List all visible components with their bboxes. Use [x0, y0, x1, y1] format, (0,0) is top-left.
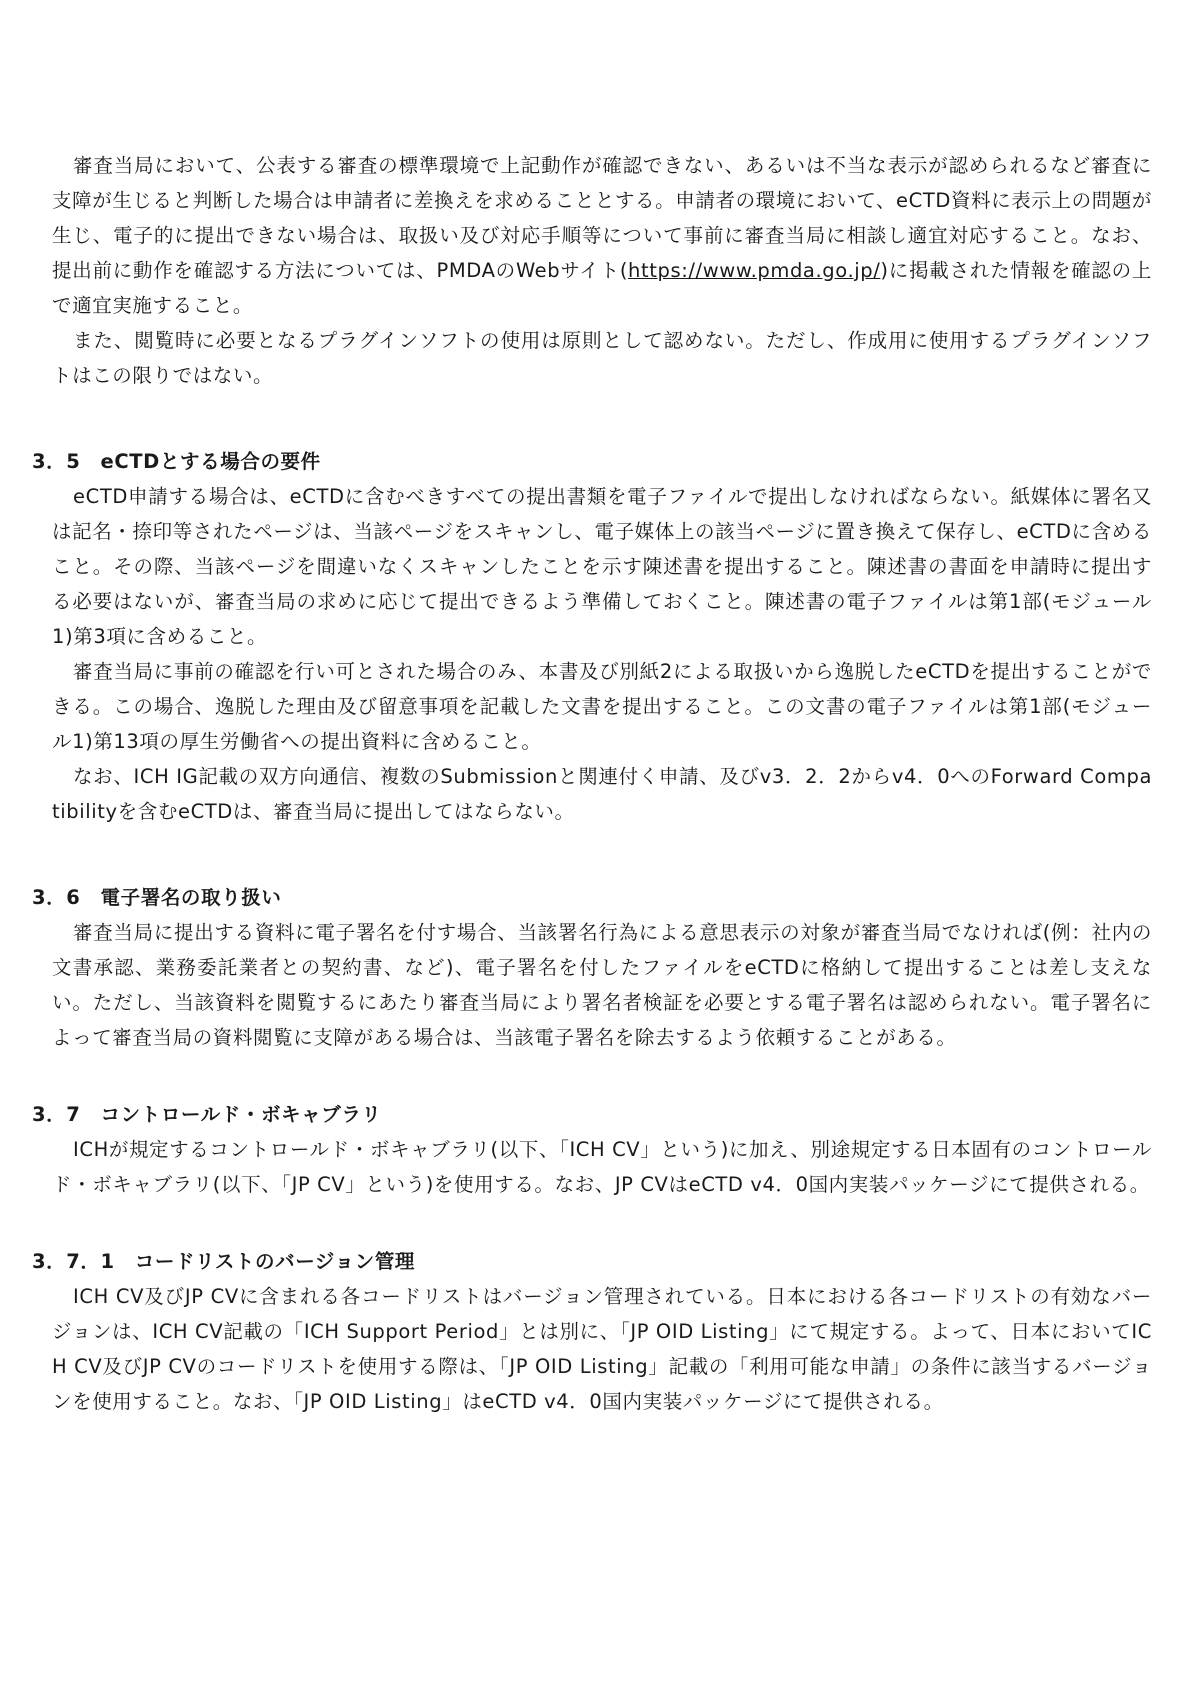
section-3-7-paragraph-1: ICHが規定するコントロールド・ボキャブラリ(以下、「ICH CV」という)に加え、別途規定する日本固有のコントロールド・ボキャブラリ(以下、「JP CV」という)を使用する。なお、JP CVはeCTD v4．0国内実装パッケージにて提供される。 [52, 1138, 1153, 1196]
section-3-7-1-heading: 3．7．1 コードリストのバージョン管理 [32, 1250, 416, 1273]
section-3-6-heading: 3．6 電子署名の取り扱い [32, 886, 282, 909]
pmda-website-link[interactable]: https://www.pmda.go.jp/ [628, 259, 881, 282]
intro-paragraph-1 [52, 148, 1152, 323]
section-3-5-paragraph-1: eCTD申請する場合は、eCTDに含むべきすべての提出書類を電子ファイルで提出しなければならない。紙媒体に署名又は記名・捺印等されたページは、当該ページをスキャンし、電子媒体上の該当ページに置き換えて保存し、eCTDに含めること。その際、当該ページを間違いなくスキャンしたことを示す陳述書を提出すること。陳述書の書面を申請時に提出する必要はないが、審査当局の求めに応じて提出できるよう準備しておくこと。陳述書の電子ファイルは第1部(モジュール1)第3項に含めること。 [52, 485, 1152, 648]
intro-text-a: 審査当局において、公表する審査の標準環境で上記動作が確認できない、あるいは不当な表示が認められるなど審査に支障が生じると判断した場合は申請者に差換えを求めることとする。申請者の環境において、eCTD資料に表示上の問題が生じ、電子的に提出できない場合は、取扱い及び対応手順等について事前に審査当局に相談し適宜対応すること。なお、提出前に動作を確認する方法については、PMDAのWebサイト( [52, 154, 1152, 282]
intro-text-b: )に掲載された情報を確認の上で適宜実施すること。 [52, 259, 1152, 317]
intro-paragraph-2: また、閲覧時に必要となるプラグインソフトの使用は原則として認めない。ただし、作成用に使用するプラグインソフトはこの限りではない。 [52, 329, 1152, 387]
section-3-5-paragraph-2: 審査当局に事前の確認を行い可とされた場合のみ、本書及び別紙2による取扱いから逸脱したeCTDを提出することができる。この場合、逸脱した理由及び留意事項を記載した文書を提出すること。この文書の電子ファイルは第1部(モジュール1)第13項の厚生労働省への提出資料に含めること。 [52, 660, 1152, 753]
section-3-7-1-paragraph-1: ICH CV及びJP CVに含まれる各コードリストはバージョン管理されている。日本における各コードリストの有効なバージョンは、ICH CV記載の「ICH Support Period」とは別に、「JP OID Listing」にて規定する。よって、日本においてICH CV及びJP CVのコードリストを使用する際は、「JP OID Listing」記載の「利用可能な申請」の条件に該当するバージョンを使用すること。なお、「JP OID Listing」はeCTD v4．0国内実装パッケージにて提供される。 [52, 1285, 1152, 1413]
section-3-5-paragraph-3: なお、ICH IG記載の双方向通信、複数のSubmissionと関連付く申請、及びv3．2．2からv4．0へのForward Compatibilityを含むeCTDは、審査当局に提出してはならない。 [52, 765, 1152, 823]
section-3-7-heading: 3．7 コントロールド・ボキャブラリ [32, 1103, 382, 1126]
section-3-5-heading: 3．5 eCTDとする場合の要件 [32, 450, 321, 473]
document-body [32, 148, 1153, 1419]
section-3-6-paragraph-1: 審査当局に提出する資料に電子署名を付す場合、当該署名行為による意思表示の対象が審査当局でなければ(例：社内の文書承認、業務委託業者との契約書、など)、電子署名を付したファイルをeCTDに格納して提出することは差し支えない。ただし、当該資料を閲覧するにあたり審査当局により署名者検証を必要とする電子署名は認められない。電子署名によって審査当局の資料閲覧に支障がある場合は、当該電子署名を除去するよう依頼することがある。 [52, 921, 1152, 1049]
